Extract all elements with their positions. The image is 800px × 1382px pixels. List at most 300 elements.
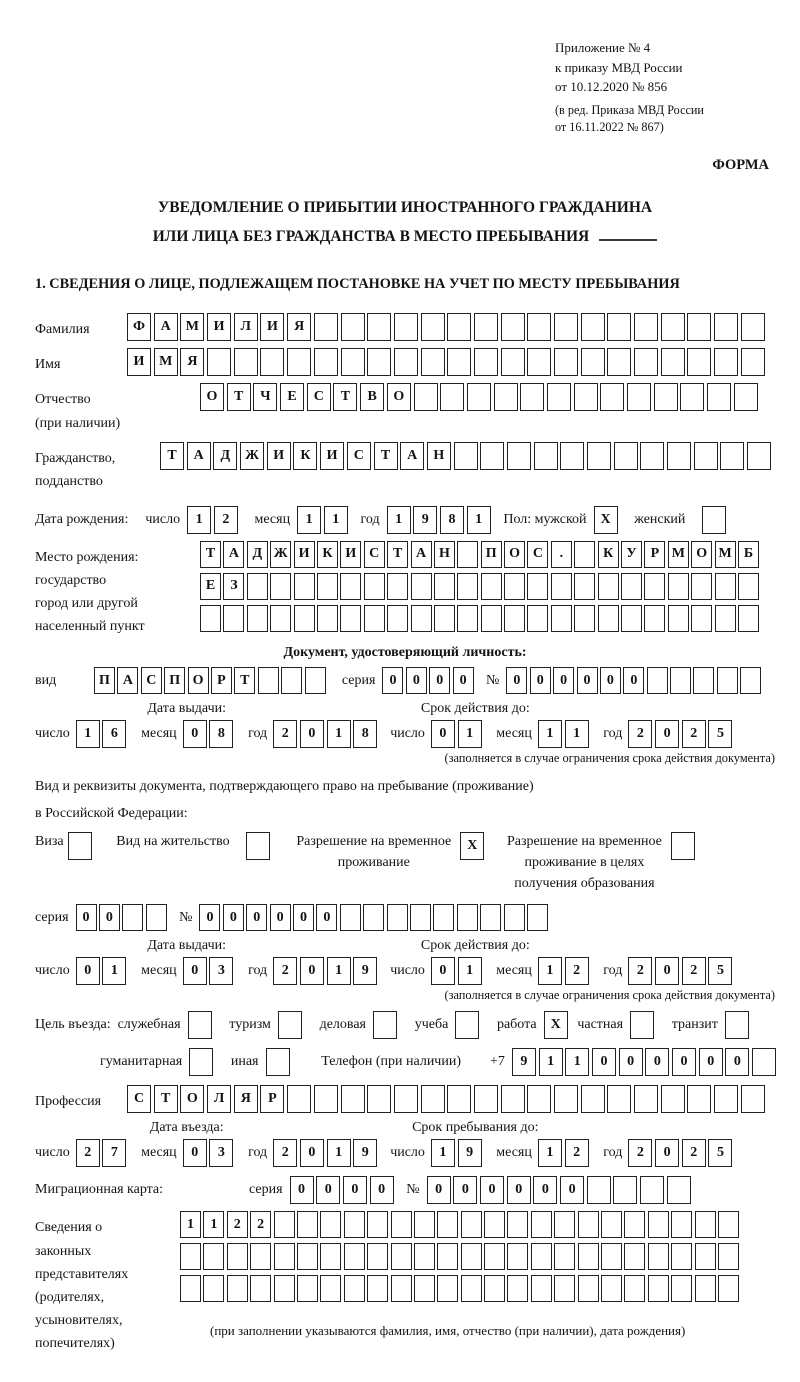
char-cell (680, 383, 704, 411)
form-title: УВЕДОМЛЕНИЕ О ПРИБЫТИИ ИНОСТРАННОГО ГРАЖДАНИНА ИЛИ ЛИЦА БЕЗ ГРАЖДАНСТВА В МЕСТО ПРЕБЫВАНИЯ (35, 194, 775, 251)
char-cell (314, 348, 338, 376)
char-cell (203, 1275, 224, 1302)
char-cell: О (691, 541, 712, 568)
field-given-name (35, 348, 775, 376)
char-cell (667, 1176, 691, 1204)
char-cell (314, 1085, 338, 1113)
char-cell (527, 573, 548, 600)
char-cell: 0 (480, 1176, 504, 1204)
char-cell (621, 605, 642, 632)
char-cell (387, 904, 408, 931)
char-cell (601, 1211, 622, 1238)
char-cell: 0 (76, 904, 97, 931)
birth-place-row3 (200, 605, 761, 632)
char-cell: 2 (628, 720, 652, 748)
char-cell: 0 (370, 1176, 394, 1204)
char-cell (414, 1243, 435, 1270)
identity-expiry-day-cells (431, 720, 484, 748)
char-cell (715, 605, 736, 632)
residence-series-cells (76, 904, 170, 931)
char-cell (551, 573, 572, 600)
char-cell (297, 1243, 318, 1270)
sex-female-checkbox (702, 506, 729, 534)
char-cell: Т (374, 442, 398, 470)
char-cell (447, 1085, 471, 1113)
field-representatives (35, 1211, 775, 1355)
section1-heading: 1. СВЕДЕНИЯ О ЛИЦЕ, ПОДЛЕЖАЩЕМ ПОСТАНОВКЕ НА УЧЕТ ПО МЕСТУ ПРЕБЫВАНИЯ (35, 276, 680, 293)
char-cell (527, 904, 548, 931)
year-label: год (360, 511, 380, 527)
identity-issue-year-cells (273, 720, 380, 748)
char-cell: 9 (353, 957, 377, 985)
char-cell (507, 442, 531, 470)
char-cell (274, 1275, 295, 1302)
char-cell (447, 313, 471, 341)
char-cell (474, 313, 498, 341)
residence-issue-day-cells (76, 957, 129, 985)
char-cell (507, 1211, 528, 1238)
char-cell: 2 (565, 957, 589, 985)
migration-card-label: Миграционная карта: (35, 1182, 164, 1198)
char-cell: И (294, 541, 315, 568)
char-cell (668, 605, 689, 632)
char-cell: 2 (214, 506, 238, 534)
char-cell: А (223, 541, 244, 568)
char-cell (474, 348, 498, 376)
legal-header (555, 38, 775, 137)
char-cell: 1 (538, 720, 562, 748)
char-cell: 1 (387, 506, 411, 534)
sex-male-checkbox (594, 506, 621, 534)
char-cell (247, 605, 268, 632)
char-cell (391, 1275, 412, 1302)
char-cell (621, 573, 642, 600)
char-cell: 2 (628, 957, 652, 985)
stay-day-cells (431, 1139, 484, 1167)
char-cell (461, 1211, 482, 1238)
birth-place-row1 (200, 541, 761, 568)
char-cell: 0 (600, 667, 621, 694)
birth-month-cells (297, 506, 350, 534)
char-cell (341, 313, 365, 341)
char-cell (287, 1085, 311, 1113)
char-cell (551, 605, 572, 632)
char-cell: К (598, 541, 619, 568)
char-cell (707, 383, 731, 411)
residence-issue-date: число 0 1 месяц 0 3 год 2 0 1 9 (35, 957, 390, 985)
doc-kind-label: вид (35, 672, 57, 688)
char-cell (274, 1243, 295, 1270)
char-cell (340, 904, 361, 931)
char-cell: С (364, 541, 385, 568)
char-cell (467, 383, 491, 411)
residence-issue-year-cells (273, 957, 380, 985)
char-cell (394, 313, 418, 341)
field-birth-place (35, 541, 775, 638)
char-cell (454, 442, 478, 470)
char-cell: Н (427, 442, 451, 470)
amendment-note: (в ред. Приказа МВД России от 16.11.2022 № 867) (555, 102, 704, 135)
char-cell (394, 348, 418, 376)
char-cell: 0 (246, 904, 267, 931)
char-cell: 7 (102, 1139, 126, 1167)
char-cell (414, 1275, 435, 1302)
char-cell: В (360, 383, 384, 411)
char-cell (340, 573, 361, 600)
char-cell: Т (227, 383, 251, 411)
char-cell (520, 383, 544, 411)
char-cell (534, 442, 558, 470)
entry-date-heading: Дата въезда: (149, 1120, 224, 1136)
char-cell: И (207, 313, 231, 341)
char-cell: 0 (553, 667, 574, 694)
char-cell (227, 1275, 248, 1302)
char-cell (281, 667, 302, 694)
char-cell (554, 348, 578, 376)
char-cell (387, 605, 408, 632)
char-cell (578, 1275, 599, 1302)
char-cell: Ж (240, 442, 264, 470)
char-cell: 2 (682, 720, 706, 748)
char-cell (287, 348, 311, 376)
char-cell (320, 1243, 341, 1270)
char-cell (695, 1275, 716, 1302)
char-cell (661, 348, 685, 376)
birth-year-cells (387, 506, 494, 534)
char-cell: 0 (429, 667, 450, 694)
residence-number-sign: № (179, 909, 193, 925)
char-cell: 0 (577, 667, 598, 694)
char-cell (725, 1011, 749, 1039)
char-cell (613, 1176, 637, 1204)
residence-expiry-note: (заполняется в случае ограничения срока действия документа) (444, 988, 775, 1003)
char-cell: 0 (316, 904, 337, 931)
representatives-row2 (180, 1243, 741, 1270)
char-cell (702, 506, 726, 534)
day-label: число (145, 511, 181, 527)
char-cell (457, 605, 478, 632)
char-cell (364, 573, 385, 600)
char-cell: 0 (293, 904, 314, 931)
char-cell: 1 (565, 1048, 589, 1076)
char-cell (367, 348, 391, 376)
char-cell: А (400, 442, 424, 470)
field-patronymic (35, 383, 775, 434)
char-cell (437, 1243, 458, 1270)
char-cell: 9 (458, 1139, 482, 1167)
char-cell (434, 605, 455, 632)
char-cell (634, 1085, 658, 1113)
representatives-row3 (180, 1275, 741, 1302)
char-cell: Е (200, 573, 221, 600)
char-cell: 2 (227, 1211, 248, 1238)
char-cell: П (94, 667, 115, 694)
char-cell (411, 573, 432, 600)
char-cell (717, 667, 738, 694)
char-cell (624, 1211, 645, 1238)
char-cell: 2 (682, 957, 706, 985)
char-cell (741, 1085, 765, 1113)
residence-series-label: серия (35, 909, 69, 925)
profession-cells (127, 1085, 768, 1113)
patronymic-cells (200, 383, 760, 411)
char-cell: К (317, 541, 338, 568)
char-cell: 0 (560, 1176, 584, 1204)
purpose-business-checkbox (373, 1011, 400, 1039)
char-cell (246, 832, 270, 860)
char-cell: 0 (183, 1139, 207, 1167)
char-cell (344, 1275, 365, 1302)
identity-issue-day-cells (76, 720, 129, 748)
char-cell (624, 1243, 645, 1270)
char-cell (670, 667, 691, 694)
char-cell: 0 (431, 957, 455, 985)
identity-issue-month-cells (183, 720, 236, 748)
char-cell (258, 667, 279, 694)
char-cell (600, 383, 624, 411)
char-cell (180, 1275, 201, 1302)
char-cell: 8 (440, 506, 464, 534)
entry-purpose-row1: Цель въезда: служебная туризм деловая учеба работа X частная транзит (35, 1011, 775, 1039)
char-cell (122, 904, 143, 931)
residence-number-cells (199, 904, 550, 931)
char-cell: 9 (413, 506, 437, 534)
stay-year-cells (628, 1139, 735, 1167)
char-cell (387, 573, 408, 600)
option-visa: Виза (35, 831, 94, 860)
phone-prefix: +7 (490, 1054, 505, 1070)
char-cell (691, 573, 712, 600)
char-cell: 8 (209, 720, 233, 748)
char-cell: П (164, 667, 185, 694)
identity-doc-heading: Документ, удостоверяющий личность: (283, 645, 527, 661)
char-cell (647, 667, 668, 694)
char-cell: О (180, 1085, 204, 1113)
char-cell (574, 383, 598, 411)
char-cell (203, 1243, 224, 1270)
char-cell: А (117, 667, 138, 694)
char-cell (270, 605, 291, 632)
char-cell: 0 (619, 1048, 643, 1076)
char-cell: О (504, 541, 525, 568)
char-cell: 0 (99, 904, 120, 931)
char-cell: З (223, 573, 244, 600)
char-cell (394, 1085, 418, 1113)
char-cell: 0 (645, 1048, 669, 1076)
char-cell (560, 442, 584, 470)
char-cell (367, 1085, 391, 1113)
month-label: месяц (254, 511, 291, 527)
residence-permit-checkbox (246, 832, 273, 860)
char-cell: 6 (102, 720, 126, 748)
char-cell (640, 1176, 664, 1204)
residence-expiry-heading: Срок действия до: (420, 938, 530, 954)
char-cell (341, 1085, 365, 1113)
given-name-label: Имя (35, 357, 61, 373)
char-cell (480, 904, 501, 931)
char-cell: 0 (506, 667, 527, 694)
char-cell: Л (234, 313, 258, 341)
char-cell (434, 573, 455, 600)
char-cell (421, 313, 445, 341)
citizenship-label: Гражданство, подданство (35, 450, 116, 489)
char-cell: С (141, 667, 162, 694)
char-cell (188, 1011, 212, 1039)
char-cell (607, 348, 631, 376)
char-cell: 2 (250, 1211, 271, 1238)
char-cell (507, 1275, 528, 1302)
char-cell (554, 1275, 575, 1302)
char-cell: 0 (672, 1048, 696, 1076)
char-cell (200, 605, 221, 632)
char-cell: 0 (382, 667, 403, 694)
char-cell (648, 1243, 669, 1270)
char-cell: 1 (431, 1139, 455, 1167)
char-cell: Т (333, 383, 357, 411)
char-cell (720, 442, 744, 470)
title-blank-line (599, 223, 657, 241)
char-cell (607, 1085, 631, 1113)
field-profession (35, 1085, 775, 1113)
char-cell: 2 (273, 957, 297, 985)
char-cell (661, 1085, 685, 1113)
char-cell (695, 1243, 716, 1270)
char-cell (601, 1275, 622, 1302)
char-cell (501, 313, 525, 341)
char-cell: 1 (327, 957, 351, 985)
identity-issue-heading: Дата выдачи: (147, 701, 226, 717)
doc-series-label: серия (341, 672, 376, 688)
char-cell: И (340, 541, 361, 568)
char-cell (440, 383, 464, 411)
purpose-study-checkbox (455, 1011, 482, 1039)
char-cell (667, 442, 691, 470)
char-cell (146, 904, 167, 931)
char-cell (693, 667, 714, 694)
char-cell (294, 573, 315, 600)
char-cell: 0 (300, 957, 324, 985)
char-cell: 2 (628, 1139, 652, 1167)
char-cell: 0 (507, 1176, 531, 1204)
char-cell (607, 313, 631, 341)
char-cell: 3 (209, 957, 233, 985)
purpose-private-checkbox (630, 1011, 657, 1039)
residence-doc-options (35, 831, 775, 894)
char-cell (367, 1243, 388, 1270)
char-cell (507, 1243, 528, 1270)
char-cell: 1 (324, 506, 348, 534)
char-cell: Ф (127, 313, 151, 341)
stay-until-heading: Срок пребывания до: (412, 1120, 539, 1136)
char-cell (554, 313, 578, 341)
char-cell (581, 348, 605, 376)
char-cell: . (551, 541, 572, 568)
char-cell: 1 (297, 506, 321, 534)
char-cell: 9 (512, 1048, 536, 1076)
char-cell (494, 383, 518, 411)
char-cell (457, 904, 478, 931)
char-cell (644, 605, 665, 632)
entry-date: число 2 7 месяц 0 3 год 2 0 1 9 (35, 1139, 390, 1167)
char-cell: 3 (209, 1139, 233, 1167)
migration-series-cells (290, 1176, 397, 1204)
char-cell (554, 1243, 575, 1270)
char-cell: 0 (453, 1176, 477, 1204)
char-cell: X (594, 506, 618, 534)
char-cell: 2 (273, 720, 297, 748)
char-cell (340, 605, 361, 632)
char-cell (574, 541, 595, 568)
given-name-cells (127, 348, 768, 376)
char-cell (695, 1211, 716, 1238)
char-cell: Р (260, 1085, 284, 1113)
char-cell (320, 1211, 341, 1238)
identity-expiry-note: (заполняется в случае ограничения срока действия документа) (444, 751, 775, 766)
char-cell (624, 1275, 645, 1302)
char-cell: А (187, 442, 211, 470)
char-cell (223, 605, 244, 632)
char-cell: Т (200, 541, 221, 568)
order-line: к приказу МВД России (555, 59, 683, 75)
char-cell: 0 (223, 904, 244, 931)
migration-number-sign: № (406, 1182, 420, 1198)
visa-checkbox (68, 832, 95, 860)
purpose-humanitarian-checkbox (189, 1048, 216, 1076)
char-cell (527, 313, 551, 341)
phone-label: Телефон (при наличии) (321, 1054, 461, 1070)
migration-card-row (35, 1176, 775, 1204)
char-cell (668, 573, 689, 600)
order-date-line: от 10.12.2020 № 856 (555, 79, 668, 94)
char-cell: 0 (427, 1176, 451, 1204)
char-cell (587, 1176, 611, 1204)
char-cell: А (411, 541, 432, 568)
residence-expiry-year-cells (628, 957, 735, 985)
residence-doc-series-row (35, 904, 775, 931)
char-cell (504, 605, 525, 632)
char-cell (391, 1211, 412, 1238)
char-cell (738, 573, 759, 600)
residence-expiry-month-cells (538, 957, 591, 985)
char-cell: И (320, 442, 344, 470)
purpose-tourism-checkbox (278, 1011, 305, 1039)
char-cell (614, 442, 638, 470)
char-cell: 1 (538, 957, 562, 985)
surname-label: Фамилия (35, 322, 90, 338)
char-cell: 0 (300, 1139, 324, 1167)
char-cell: 0 (655, 720, 679, 748)
char-cell (457, 573, 478, 600)
char-cell (344, 1243, 365, 1270)
char-cell (501, 348, 525, 376)
char-cell: О (188, 667, 209, 694)
char-cell (234, 348, 258, 376)
char-cell (634, 313, 658, 341)
birth-place-row2 (200, 573, 761, 600)
char-cell: К (293, 442, 317, 470)
char-cell (373, 1011, 397, 1039)
char-cell (671, 1275, 692, 1302)
migration-series-label: серия (249, 1182, 283, 1198)
char-cell: 1 (187, 506, 211, 534)
char-cell (481, 605, 502, 632)
char-cell (644, 573, 665, 600)
char-cell (694, 442, 718, 470)
char-cell: 0 (725, 1048, 749, 1076)
char-cell (270, 573, 291, 600)
char-cell (481, 573, 502, 600)
char-cell: 5 (708, 957, 732, 985)
